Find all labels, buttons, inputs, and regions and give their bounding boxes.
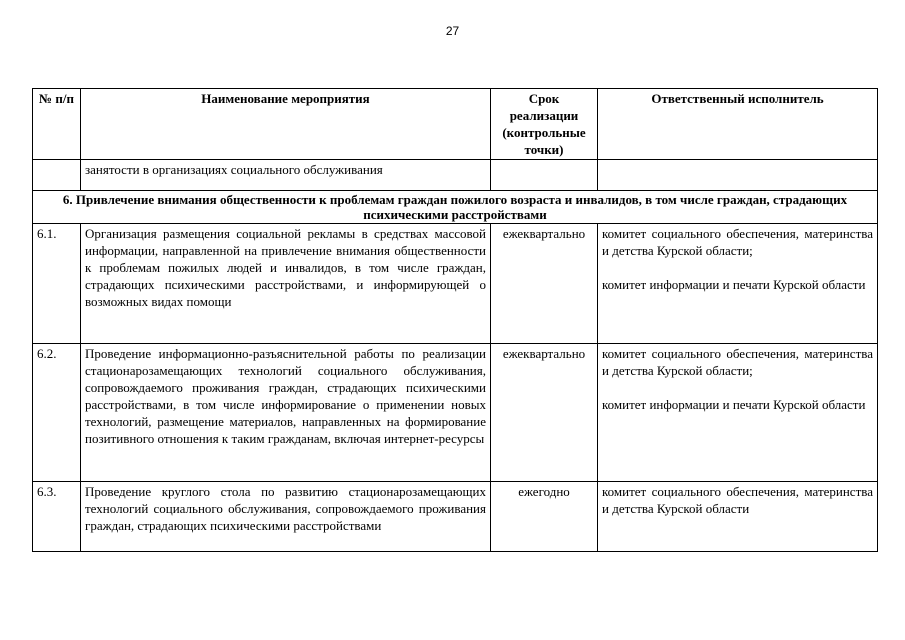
action-plan-table: [32, 88, 878, 552]
header-executor: Ответственный исполнитель: [598, 89, 878, 160]
row-term: ежеквартально: [491, 344, 598, 482]
table-row: [33, 224, 878, 344]
continuation-row: [33, 160, 878, 191]
page-number: 27: [445, 24, 460, 38]
continuation-num-cell: [33, 160, 81, 191]
table-row: [33, 344, 878, 482]
table-row: [33, 482, 878, 552]
continuation-term-cell: [491, 160, 598, 191]
continuation-text: занятости в организациях социального обслуживания: [81, 160, 491, 191]
executor-line: комитет информации и печати Курской области: [602, 397, 866, 412]
row-executor: [598, 482, 878, 552]
row-executor: [598, 344, 878, 482]
header-num: № п/п: [33, 89, 81, 160]
row-name: Организация размещения социальной рекламы в средствах массовой информации, направленной на привлечение внимания общественности к проблемам пожилых людей и инвалидов, в том числе граждан, страдающих психическими расстройствами, и информирующей о возможных видах помощи: [81, 224, 491, 344]
row-executor: [598, 224, 878, 344]
row-name: Проведение круглого стола по развитию стационарозамещающих технологий социального обслуживания, сопровождаемого проживания граждан, страдающих психическими расстройствами: [81, 482, 491, 552]
section-title: 6. Привлечение внимания общественности к проблемам граждан пожилого возраста и инвалидов, в том числе граждан, страдающих психическими расстройствами: [33, 191, 878, 224]
continuation-executor-cell: [598, 160, 878, 191]
header-term: Срок реализации (контрольные точки): [491, 89, 598, 160]
row-name: Проведение информационно-разъяснительной работы по реализации стационарозамещающих технологий социального обслуживания, сопровождаемого проживания граждан, страдающих психическими расстройствами, в том числе информирование о применении новых технологий, размещение материалов, направленных на формирование позитивного отношения к таким гражданам, включая интернет-ресурсы: [81, 344, 491, 482]
row-num: 6.3.: [33, 482, 81, 552]
executor-line: комитет информации и печати Курской области: [602, 277, 866, 292]
executor-line: комитет социального обеспечения, материнства и детства Курской области: [602, 484, 873, 516]
executor-line: комитет социального обеспечения, материнства и детства Курской области;: [602, 346, 873, 378]
row-term: ежеквартально: [491, 224, 598, 344]
executor-line: комитет социального обеспечения, материнства и детства Курской области;: [602, 226, 873, 258]
row-num: 6.1.: [33, 224, 81, 344]
table-header-row: [33, 89, 878, 160]
section-row: [33, 191, 878, 224]
header-name: Наименование мероприятия: [81, 89, 491, 160]
row-term: ежегодно: [491, 482, 598, 552]
row-num: 6.2.: [33, 344, 81, 482]
